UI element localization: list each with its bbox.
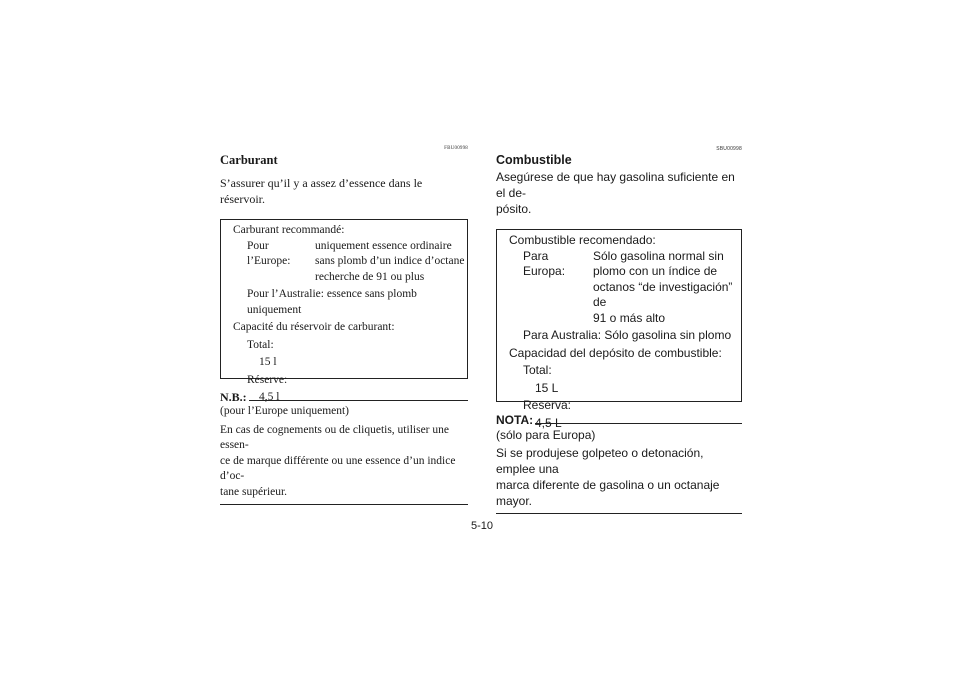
europe-spec-line: 91 o más alto: [593, 310, 666, 325]
total-label: Total:: [523, 363, 552, 377]
capacity-label: Capacité du réservoir de carburant:: [233, 321, 395, 333]
intro-text: [496, 169, 742, 217]
note-rule: [249, 400, 468, 401]
note-line: (sólo para Europa): [496, 428, 596, 442]
australia-spec: Pour l’Australie: essence sans plomb uniquement: [247, 288, 417, 316]
page-number: 5-10: [471, 520, 494, 532]
europe-spec-line: recherche de 91 ou plus: [315, 270, 425, 283]
europe-spec-line: octanos “de investigación” de: [593, 279, 733, 309]
reserve-label: Reserva:: [523, 398, 572, 412]
section-code: FBU00998: [444, 146, 468, 151]
reserve-value: 4,5 l: [259, 391, 280, 403]
intro-line: pósito.: [496, 202, 532, 216]
note-end-rule: [220, 504, 468, 505]
note-end-rule: [496, 513, 742, 514]
note-line: marca diferente de gasolina o un octanaje mayor.: [496, 478, 720, 508]
europe-row: [509, 249, 741, 327]
recommended-fuel-label: Combustible recomendado:: [509, 233, 656, 247]
reserve-value: 4,5 L: [535, 415, 562, 430]
europe-spec: [593, 249, 741, 327]
europe-label: Para Europa:: [523, 248, 566, 278]
europe-spec-line: uniquement essence ordinaire: [315, 239, 452, 252]
note-label: NOTA:: [496, 413, 534, 427]
europe-label: Pour l’Europe:: [247, 239, 291, 267]
reserve-label: Réserve:: [247, 373, 288, 386]
note-line: tane supérieur.: [220, 485, 288, 498]
intro-line: Asegúrese de que hay gasolina suficiente en el de-: [496, 170, 735, 200]
europe-spec-line: plomo con un índice de: [593, 264, 718, 278]
section-title: Combustible: [496, 153, 572, 167]
section-code: SBU00998: [716, 146, 742, 152]
europe-spec-line: Sólo gasolina normal sin: [593, 248, 724, 263]
europe-spec: [315, 239, 464, 286]
capacity-label: Capacidad del depósito de combustible:: [509, 345, 722, 360]
europe-spec-line: sans plomb d’un indice d’octane: [315, 255, 465, 267]
note-line: En cas de cognements ou de cliquetis, utiliser une essen-: [220, 423, 449, 451]
note-line: ce de marque différente ou une essence d’un indice d’oc-: [220, 454, 456, 482]
section-title: Carburant: [220, 153, 278, 167]
note-rule: [535, 423, 742, 424]
note-text: [496, 427, 742, 509]
note-line: (pour l’Europe uniquement): [220, 405, 350, 417]
note-heading: [220, 391, 468, 404]
note-label: N.B.:: [220, 390, 247, 404]
note-text: [220, 404, 468, 500]
australia-spec: Para Australia: Sólo gasolina sin plomo: [523, 328, 732, 342]
total-label: Total:: [247, 338, 274, 351]
recommended-fuel-label: Carburant recommandé:: [233, 224, 345, 236]
intro-text: S’assurer qu’il y a assez d’essence dans le réservoir.: [220, 176, 423, 206]
note-heading: [496, 414, 742, 427]
spanish-column: [496, 145, 742, 514]
french-column: [220, 145, 468, 505]
total-value: 15 l: [259, 356, 277, 368]
note-line: Si se produjese golpeteo o detonación, emplee una: [496, 446, 704, 476]
total-value: 15 L: [535, 380, 559, 395]
europe-row: [233, 239, 467, 286]
